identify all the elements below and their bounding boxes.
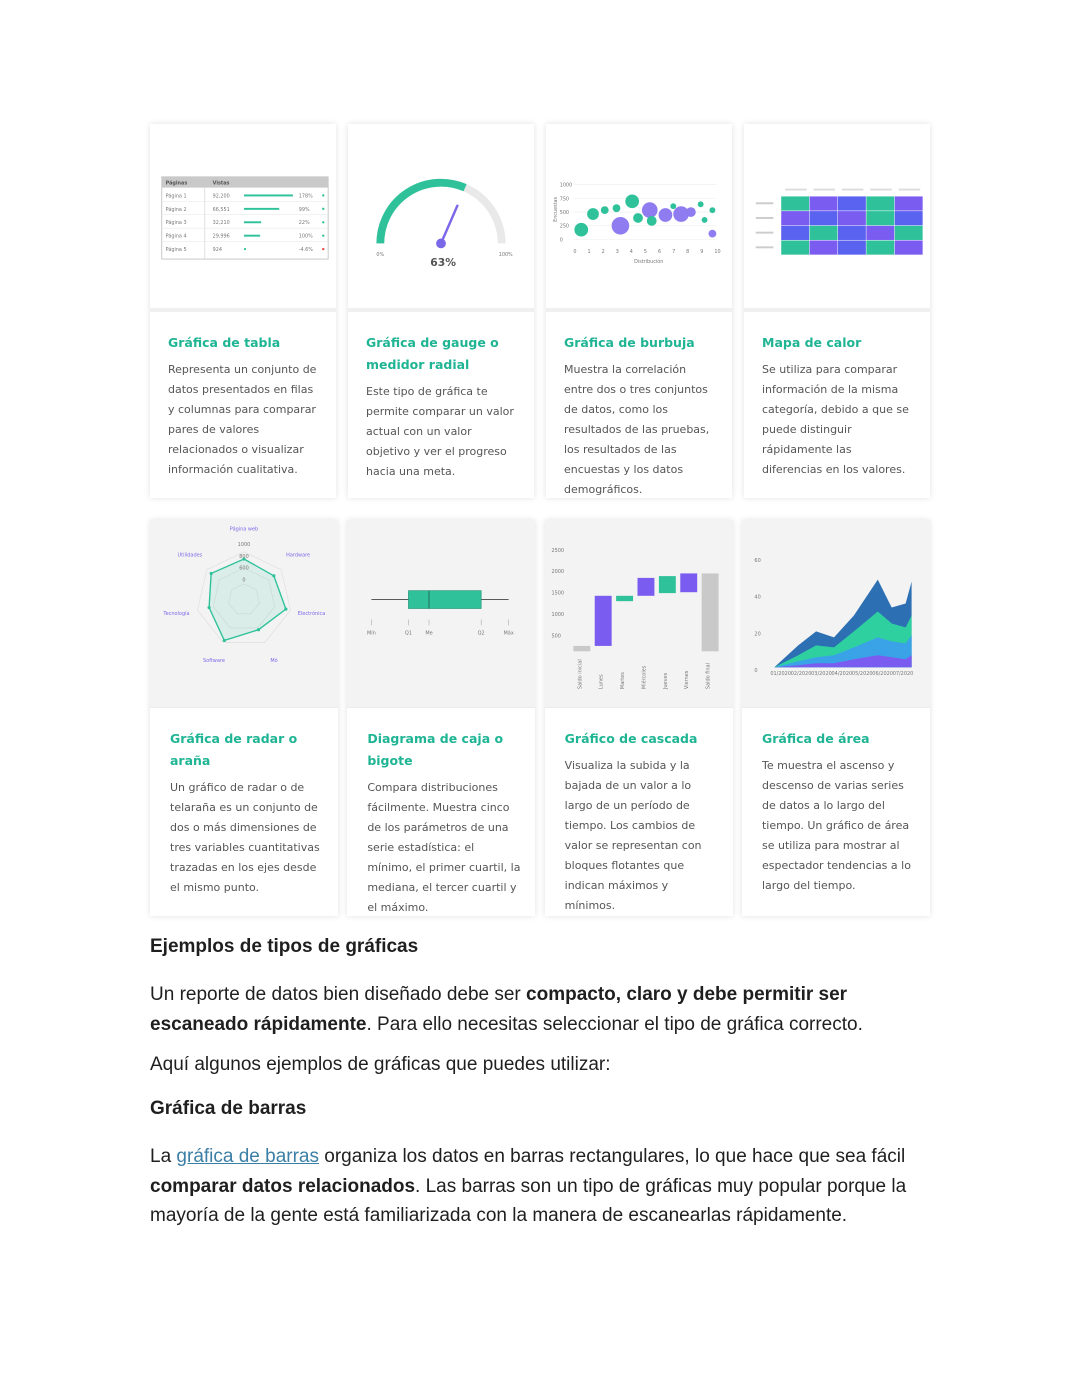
card-description: Visualiza la subida y la bajada de un valor a lo largo de un período de tiempo. Los cambios de valor se representan con bloques flotantes que indican máximos y mínimos. bbox=[564, 759, 702, 912]
bubble-x-tick: 4 bbox=[629, 249, 633, 256]
bubble-y-tick: 1000 bbox=[559, 182, 573, 189]
heatmap-cell bbox=[866, 240, 894, 254]
table-cell-page: Página 3 bbox=[165, 220, 187, 227]
table-header-views: Vistas bbox=[212, 180, 230, 187]
radar-ring-label: 0 bbox=[242, 577, 246, 584]
bubble-x-tick: 8 bbox=[686, 249, 690, 256]
bubble-points bbox=[574, 194, 716, 237]
table-cell-pct: -4.6% bbox=[298, 247, 313, 254]
card-description: Te muestra el ascenso y descenso de varias series de datos a lo largo del tiempo. Un gráfico de área se utiliza para mostrar al espectador tendencias a lo largo del tiempo. bbox=[761, 759, 911, 892]
gauge-min-label: 0% bbox=[376, 252, 385, 259]
table-cell-views: 32,210 bbox=[212, 220, 230, 227]
bar-text-start: La bbox=[150, 1146, 177, 1167]
waterfall-x-label: Miércoles bbox=[641, 665, 648, 690]
heatmap-cell bbox=[866, 211, 894, 225]
area-x-tick: 06/2020 bbox=[872, 671, 893, 678]
gauge-chart-thumbnail bbox=[348, 124, 534, 312]
bubble-chart-illustration bbox=[546, 124, 732, 308]
heatmap-cell bbox=[895, 196, 923, 210]
card-title: Gráfica de tabla bbox=[168, 335, 281, 350]
bubble-y-tick: 250 bbox=[559, 223, 570, 230]
card-description: Muestra la correlación entre dos o tres conjuntos de datos, como los resultados de las pruebas, los resultados de las encuestas y los datos demográficos. bbox=[564, 363, 710, 496]
area-x-tick: 01/2020 bbox=[770, 671, 791, 678]
heatmap-chart-illustration bbox=[744, 124, 930, 308]
radar-ring-label: 800 bbox=[239, 553, 249, 560]
heatmap-cell bbox=[838, 240, 866, 254]
radar-axis-label: Electrónica bbox=[297, 610, 326, 617]
table-cell-views: 924 bbox=[212, 247, 222, 254]
waterfall-x-label: Saldo final bbox=[705, 663, 712, 690]
radar-axis-label: Mó bbox=[270, 657, 278, 664]
waterfall-chart-thumbnail bbox=[545, 520, 733, 708]
area-x-tick: 05/2020 bbox=[851, 671, 873, 678]
card-title: Gráfica de radar o araña bbox=[170, 731, 298, 768]
heatmap-cell bbox=[838, 226, 866, 240]
box-iqr bbox=[409, 591, 482, 609]
table-cell-page: Página 1 bbox=[165, 193, 187, 200]
boxplot-chart-thumbnail bbox=[347, 520, 535, 708]
card-title: Diagrama de caja o bigote bbox=[367, 731, 504, 768]
gauge-value-label: 63% bbox=[430, 255, 456, 269]
bubble-y-tick: 500 bbox=[559, 210, 570, 217]
radar-axis-label: Software bbox=[203, 657, 225, 664]
waterfall-y-tick: 1500 bbox=[551, 590, 564, 597]
bubble-y-tick: 0 bbox=[559, 237, 563, 244]
bar-chart-link[interactable]: gráfica de barras bbox=[176, 1146, 319, 1167]
radar-chart-illustration bbox=[150, 520, 338, 707]
table-header-pages: Páginas bbox=[165, 180, 188, 187]
card-waterfall-chart bbox=[545, 520, 733, 916]
card-title: Gráfica de área bbox=[761, 731, 870, 746]
waterfall-bar bbox=[701, 573, 718, 651]
table-cell-trend-dot bbox=[322, 248, 324, 250]
bar-text-end: . Las barras son un tipo de gráficas muy popular porque la mayoría de la gente está familiarizada con la manera de escanearlas rápidamente. bbox=[150, 1175, 907, 1226]
bubble-x-tick: 1 bbox=[587, 249, 591, 256]
card-description: Un gráfico de radar o de telaraña es un conjunto de dos o más dimensiones de tres variables cuantitativas trazadas en los ejes desde el mismo punto. bbox=[170, 781, 320, 894]
area-x-tick: 04/2020 bbox=[831, 671, 853, 678]
area-chart-thumbnail bbox=[742, 520, 930, 708]
table-cell-trend-dot bbox=[322, 208, 324, 210]
card-description: Representa un conjunto de datos presentados en filas y columnas para comparar pares de valores relacionados o visualizar información cualitativa. bbox=[168, 363, 317, 476]
heatmap-row-label bbox=[756, 232, 774, 234]
card-bubble-chart bbox=[546, 124, 732, 498]
card-radar-chart bbox=[150, 520, 338, 916]
table-cell-trend-dot bbox=[322, 194, 324, 196]
waterfall-bar bbox=[637, 578, 654, 596]
waterfall-bar bbox=[680, 573, 697, 592]
radar-ring-label: 1000 bbox=[237, 541, 251, 548]
radar-axis-label: Tecnología bbox=[163, 610, 190, 617]
heatmap-cell bbox=[781, 226, 809, 240]
table-cell-pct: 178% bbox=[298, 193, 313, 200]
bar-text-bold: comparar datos relacionados bbox=[150, 1175, 416, 1197]
heatmap-cell bbox=[810, 226, 838, 240]
card-description: Compara distribuciones fácilmente. Muestra cinco de los parámetros de una serie estadística: el mínimo, el primer cuartil, la mediana, el tercer cuartil y el máximo. bbox=[367, 781, 521, 914]
area-x-tick: 03/2020 bbox=[811, 671, 832, 678]
area-y-tick: 0 bbox=[754, 668, 758, 675]
box-axis-label: Q1 bbox=[405, 630, 413, 637]
examples-paragraph: Aquí algunos ejemplos de gráficas que puedes utilizar: bbox=[150, 1054, 611, 1075]
heatmap-cell bbox=[866, 196, 894, 210]
bubble-x-label: Distribución bbox=[634, 258, 664, 265]
waterfall-x-label: Lunes bbox=[598, 674, 605, 690]
heatmap-cell bbox=[781, 240, 809, 254]
waterfall-y-tick: 1000 bbox=[551, 611, 564, 618]
bar-text-middle: organiza los datos en barras rectangulares, lo que hace que sea fácil bbox=[319, 1146, 906, 1167]
bubble-x-tick: 2 bbox=[601, 249, 605, 256]
section-heading-bar-chart: Gráfica de barras bbox=[150, 1098, 307, 1119]
waterfall-bar bbox=[659, 576, 676, 593]
bubble-x-tick: 10 bbox=[714, 249, 721, 256]
table-cell-trend-dot bbox=[322, 221, 324, 223]
boxplot-chart-illustration bbox=[347, 520, 535, 707]
card-description: Este tipo de gráfica te permite comparar un valor actual con un valor objetivo y ver el progreso hacia una meta. bbox=[366, 385, 514, 478]
waterfall-x-label: Martes bbox=[619, 672, 626, 690]
table-cell-page: Página 5 bbox=[165, 247, 187, 254]
table-cell-views: 66,551 bbox=[212, 206, 230, 213]
heatmap-cell bbox=[810, 211, 838, 225]
card-boxplot-chart bbox=[347, 520, 535, 916]
table-cell-pct: 100% bbox=[298, 233, 313, 240]
box-axis-label: Mín bbox=[367, 630, 377, 637]
waterfall-x-label: Viernes bbox=[683, 670, 690, 690]
bubble-x-tick: 3 bbox=[615, 249, 619, 256]
heatmap-cell bbox=[838, 196, 866, 210]
gauge-chart-illustration bbox=[348, 124, 534, 308]
gauge-max-label: 100% bbox=[498, 252, 513, 259]
bubble-x-tick: 9 bbox=[700, 249, 704, 256]
heatmap-col-header bbox=[842, 189, 864, 191]
section-heading-chart-types: Ejemplos de tipos de gráficas bbox=[150, 936, 419, 957]
table-cell-page: Página 2 bbox=[165, 206, 187, 213]
card-title: Gráfica de gauge o medidor radial bbox=[366, 335, 499, 372]
card-title: Gráfica de burbuja bbox=[564, 335, 695, 350]
card-title: Mapa de calor bbox=[762, 335, 862, 350]
heatmap-cell bbox=[895, 226, 923, 240]
radar-ring-label: 600 bbox=[239, 565, 249, 572]
intro-paragraph bbox=[150, 980, 930, 1039]
waterfall-x-label: Jueves bbox=[662, 672, 669, 690]
bubble-x-tick: 5 bbox=[643, 249, 648, 256]
card-heatmap-chart bbox=[744, 124, 930, 498]
table-cell-views: 92,200 bbox=[212, 193, 230, 200]
table-chart-illustration bbox=[150, 124, 336, 308]
heatmap-cell bbox=[810, 196, 838, 210]
card-gauge-chart bbox=[348, 124, 534, 498]
heatmap-cell bbox=[838, 211, 866, 225]
heatmap-cell bbox=[781, 211, 809, 225]
heatmap-cell bbox=[895, 240, 923, 254]
table-cell-bar bbox=[244, 221, 261, 223]
waterfall-y-tick: 2500 bbox=[551, 547, 564, 554]
radar-axis-label: Hardware bbox=[286, 552, 311, 559]
heatmap-col-header bbox=[899, 189, 921, 191]
table-cell-bar bbox=[244, 248, 246, 250]
box-axis-label: Q2 bbox=[477, 630, 486, 637]
waterfall-x-label: Saldo inicial bbox=[576, 659, 583, 690]
card-description: Se utiliza para comparar información de la misma categoría, debido a que se puede distinguir rápidamente las diferencias en los valores. bbox=[762, 363, 909, 476]
table-cell-bar bbox=[244, 194, 293, 196]
waterfall-bar bbox=[573, 646, 590, 651]
radar-axis-label: Utilidades bbox=[177, 552, 203, 559]
intro-text-start: Un reporte de datos bien diseñado debe ser bbox=[150, 984, 527, 1005]
box-axis-label: Máx bbox=[503, 630, 515, 637]
area-x-tick: 07/2020 bbox=[892, 671, 914, 678]
heatmap-col-header bbox=[870, 189, 892, 191]
table-cell-page: Página 4 bbox=[165, 233, 187, 240]
heatmap-cell bbox=[866, 226, 894, 240]
chart-types-row-1 bbox=[150, 124, 930, 498]
box-axis-label: Me bbox=[425, 630, 434, 637]
card-title: Gráfico de cascada bbox=[564, 731, 698, 746]
gauge-needle-hub bbox=[436, 239, 446, 249]
waterfall-bar bbox=[616, 596, 633, 601]
chart-types-row-2 bbox=[150, 520, 930, 916]
heatmap-chart-thumbnail bbox=[744, 124, 930, 312]
area-chart-illustration bbox=[742, 520, 930, 707]
bubble-x-tick: 6 bbox=[657, 249, 662, 256]
radar-axis-label: Página web bbox=[229, 526, 259, 533]
heatmap-row-label bbox=[756, 217, 774, 219]
heatmap-cell bbox=[781, 196, 809, 210]
table-chart-thumbnail bbox=[150, 124, 336, 312]
heatmap-col-header bbox=[785, 189, 807, 191]
heatmap-col-header bbox=[814, 189, 836, 191]
heatmap-cell bbox=[810, 240, 838, 254]
area-y-tick: 40 bbox=[754, 594, 761, 601]
table-cell-trend-dot bbox=[322, 234, 324, 236]
area-x-tick: 02/2020 bbox=[790, 671, 812, 678]
bubble-y-tick: 750 bbox=[559, 196, 570, 203]
table-cell-bar bbox=[244, 235, 260, 237]
bubble-y-label: Encuestas bbox=[552, 196, 559, 222]
table-cell-pct: 99% bbox=[298, 206, 310, 213]
waterfall-chart-illustration bbox=[545, 520, 733, 707]
intro-text-bold: compacto, claro y debe permitir ser escaneado rápidamente bbox=[150, 984, 848, 1035]
bubble-x-tick: 7 bbox=[672, 249, 676, 256]
table-cell-bar bbox=[244, 208, 279, 210]
radar-chart-thumbnail bbox=[150, 520, 338, 708]
bubble-chart-thumbnail bbox=[546, 124, 732, 312]
card-table-chart bbox=[150, 124, 336, 498]
heatmap-row-label bbox=[756, 202, 774, 204]
bubble-x-tick: 0 bbox=[573, 249, 577, 256]
intro-text-end: . Para ello necesitas seleccionar el tipo de gráfica correcto. bbox=[366, 1013, 863, 1035]
heatmap-cell bbox=[895, 211, 923, 225]
heatmap-row-label bbox=[756, 246, 774, 248]
table-cell-pct: 22% bbox=[298, 220, 310, 227]
table-cell-views: 29,996 bbox=[212, 233, 230, 240]
waterfall-bar bbox=[594, 596, 611, 646]
area-y-tick: 60 bbox=[754, 557, 761, 564]
bar-chart-paragraph bbox=[150, 1142, 930, 1231]
card-area-chart bbox=[742, 520, 930, 916]
waterfall-y-tick: 2000 bbox=[551, 569, 564, 576]
area-y-tick: 20 bbox=[754, 631, 761, 638]
waterfall-y-tick: 500 bbox=[551, 633, 561, 640]
